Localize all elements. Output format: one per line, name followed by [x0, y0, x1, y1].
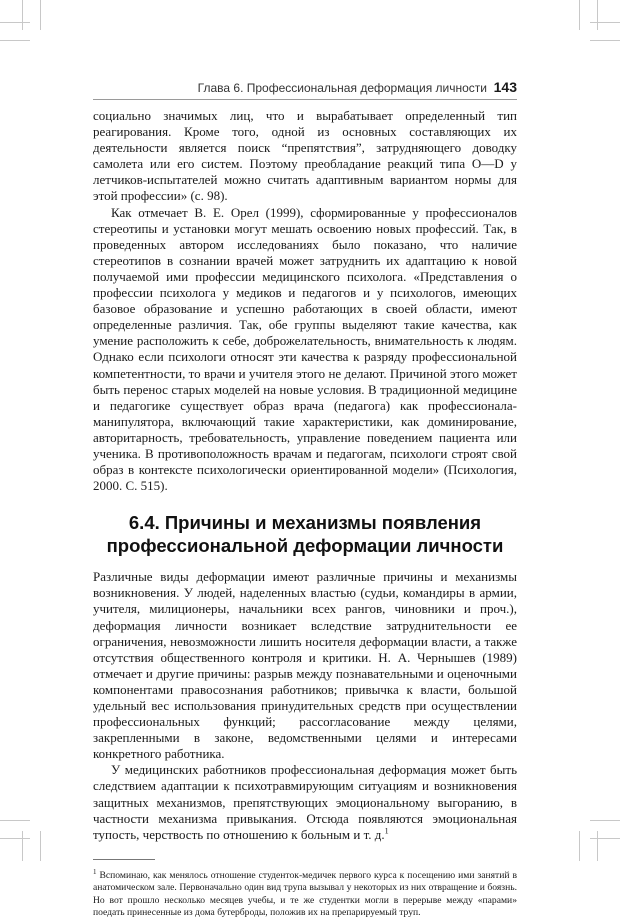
crop-mark	[590, 820, 620, 821]
crop-mark	[0, 22, 30, 23]
paragraph: Различные виды деформации имеют различные причины и механизмы возникновения. У людей, наделенных властью (судьи, командиры в армии, учителя, милиционеры, начальники всех рангов, чиновники и проч.), деформация личности возникает вследствие затруднительности ее ограничения, невозможности лишить носителя деформации власти, а также отсутствия общественного контроля и критики. Н. А. Чернышев (1989) отмечает и другие причины: разрыв между познавательными и оценочными компонентами правосознания работников; привычка к власти, большой удельный вес использования принудительных средств при осуществлении профессиональных функций; рассогласование между целями, закрепленными в законе, ведомственными целями и интересами конкретного работника.	[93, 569, 517, 762]
crop-mark	[22, 0, 23, 30]
crop-mark	[0, 820, 30, 821]
footnote-text: Вспоминаю, как менялось отношение студенток-медичек первого курса к посещению ими занятий в анатомическом зале. Первоначально один вид трупа вызывал у некоторых из них отвращение и боязнь. Но вот прошло несколько месяцев учебы, и те же студентки могли в перерыве между «парами» поедать принесенные из дома бутерброды, положив их на препарируемый труп.	[93, 870, 517, 918]
chapter-title: Глава 6. Профессиональная деформация личности	[197, 81, 487, 95]
footnote-marker: 1	[93, 867, 97, 876]
footnote-rule	[93, 859, 155, 860]
section-heading-line: профессиональной деформации личности	[106, 535, 504, 557]
crop-mark	[590, 40, 620, 41]
running-header	[93, 79, 517, 97]
paragraph	[93, 762, 517, 842]
paragraph-text: У медицинских работников профессиональная деформация может быть следствием адаптации к психотравмирующим ситуациям и возникновения защитных механизмов, препятствующих эмоциональному выгоранию, в частности механизма привыкания. Отсюда появляются эмоциональная тупость, черствость по отношению к больным и т. д.	[93, 762, 517, 842]
crop-mark	[22, 831, 23, 861]
crop-mark	[597, 0, 598, 30]
page-body	[93, 108, 517, 919]
paragraph: Как отмечает В. Е. Орел (1999), сформированные у профессионалов стереотипы и установки могут мешать освоению новых профессий. Так, в проведенных автором исследованиях было показано, что наличие стереотипов в сознании врачей может затруднить их адаптацию к новой получаемой ими профессии медицинского психолога. «Представления о профессии психолога у медиков и педагогов и у психологов, имеющих базовое образование и успешно работающих в своей области, имеют определенные различия. Так, обе группы выделяют такие качества, как умение расположить к себе, доброжелательность, внимательность к людям. Однако если психологи относят эти качества к разряду профессиональной компетентности, то врачи и учителя этого не делают. Причиной этого может быть перенос старых моделей на новые условия. В традиционной медицине и педагогике существует образ врача (педагога) как профессионала-манипулятора, включающий такие характеристики, как доминирование, авторитарность, требовательность, управление поведением пациента или ученика. В противоположность врачам и педагогам, психологи строят свой образ в контексте психологически ориентированной модели» (Психология, 2000. С. 515).	[93, 204, 517, 494]
crop-mark	[579, 831, 580, 861]
footnote-reference[interactable]: 1	[384, 826, 389, 836]
section-heading-line: 6.4. Причины и механизмы появления	[128, 512, 482, 534]
crop-mark	[597, 831, 598, 861]
crop-mark	[0, 838, 30, 839]
header-rule	[93, 99, 517, 100]
section-heading	[93, 511, 517, 557]
crop-mark	[590, 838, 620, 839]
crop-mark	[40, 831, 41, 861]
page-number: 143	[493, 79, 517, 95]
crop-mark	[579, 0, 580, 30]
crop-mark	[40, 0, 41, 30]
footnote	[93, 866, 517, 919]
crop-mark	[0, 40, 30, 41]
paragraph: социально значимых лиц, что и вырабатывает определенный тип реагирования. Кроме того, одной из основных составляющих их деятельности является поиск “препятствия”, затрудняющего доводку самолета или его систем. Поэтому преобладание реакций типа O—D у летчиков-испытателей можно считать адаптивным вариантом нормы для этой профессии» (с. 98).	[93, 108, 517, 204]
crop-mark	[590, 22, 620, 23]
